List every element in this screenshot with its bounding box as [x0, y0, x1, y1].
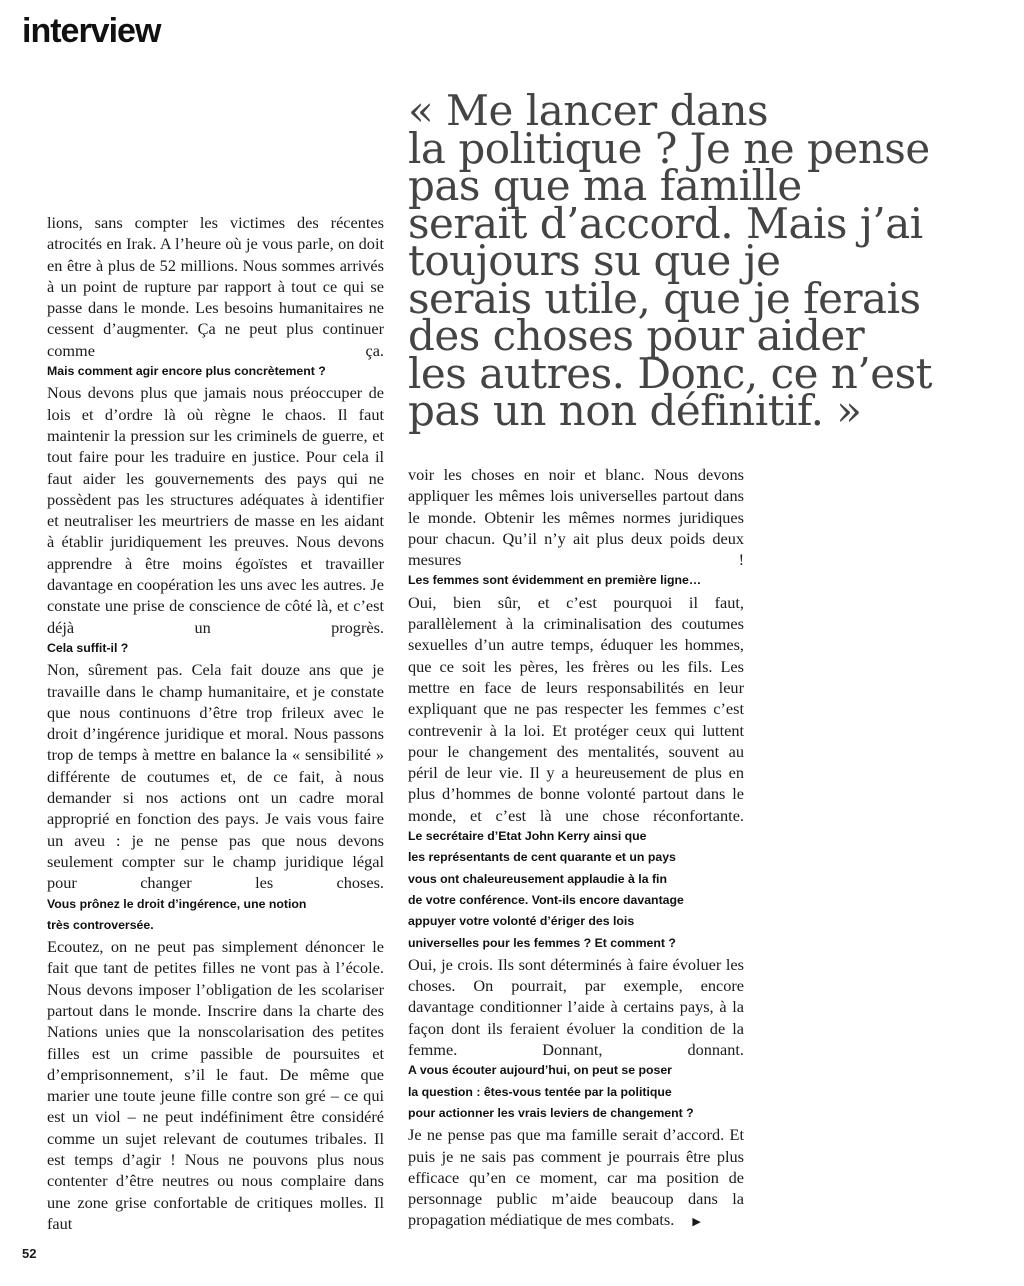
- question-line: A vous écouter aujourd’hui, on peut se poser: [408, 1063, 672, 1078]
- question-line: Le secrétaire d’Etat John Kerry ainsi que: [408, 829, 647, 844]
- answer-paragraph: Ecoutez, on ne peut pas simplement dénoncer le fait que tant de petites filles ne vont pas à l’école. Nous devons imposer l’obligation de les scolariser partout dans le monde. Inscrire dans la charte des Nations unies que la nonscolarisation des petites filles est un crime passible de poursuites et d’emprisonnement, s’il le faut. De même que marier une toute jeune fille contre son gré – ce qui est un viol – ne peut indéfiniment être considéré comme un sujet relevant de coutumes tribales. Il est temps d’agir ! Nous ne pouvons plus nous contenter d’être neutres ou nous complaire dans une zone grise confortable de critiques molles. Il faut: [47, 937, 384, 1233]
- interview-question: [408, 570, 744, 591]
- question-line: pour actionner les vrais leviers de changement ?: [408, 1105, 694, 1120]
- answer-paragraph: voir les choses en noir et blanc. Nous devons appliquer les mêmes lois universelles partout dans le monde. Obtenir les mêmes normes juridiques pour chacun. Qu’il n’y ait plus deux poids deux mesures !: [408, 465, 744, 570]
- answer-paragraph: lions, sans compter les victimes des récentes atrocités en Irak. A l’heure où je vous parle, on doit en être à plus de 52 millions. Nous sommes arrivés à un point de rupture par rapport à tout ce qui se passe dans le monde. Les besoins humanitaires ne cessent d’augmenter. Ça ne peut plus continuer comme ça.: [47, 213, 384, 360]
- question-line: vous ont chaleureusement applaudie à la fin: [408, 871, 667, 886]
- interview-question: [47, 361, 384, 382]
- question-line: Mais comment agir encore plus concrètement ?: [47, 364, 326, 379]
- question-line: très controversée.: [47, 917, 154, 932]
- left-column: [47, 212, 384, 1234]
- interview-question: [47, 638, 384, 659]
- question-line: la question : êtes-vous tentée par la politique: [408, 1084, 672, 1099]
- pull-quote-line: toujours su que je: [408, 236, 781, 285]
- right-column: [408, 464, 744, 1233]
- question-line: appuyer votre volonté d’ériger des lois: [408, 914, 635, 929]
- pull-quote: [408, 86, 1008, 435]
- answer-paragraph: Oui, je crois. Ils sont déterminés à faire évoluer les choses. On pourrait, par exemple, encore davantage conditionner l’aide à certains pays, à la façon dont ils feraient évoluer la condition de la femme. Donnant, donnant.: [408, 954, 744, 1060]
- answer-paragraph: Nous devons plus que jamais nous préoccuper de lois et d’ordre là où règne le chaos. Il faut maintenir la pression sur les criminels de guerre, et tout faire pour les traduire en justice. Pour cela il faut aider les gouvernements des pays qui ne possèdent pas les structures adéquates à identifier et neutraliser les meurtriers de masse en les aidant à établir juridiquement les preuves. Nous devons apprendre à être moins égoïstes et travailler davantage en coopération les uns avec les autres. Je constate une prise de conscience de côté là, et c’est déjà un progrès.: [47, 383, 384, 637]
- pull-quote-line: les autres. Donc, ce n’est: [408, 348, 932, 398]
- pull-quote-line: serais utile, que je ferais: [408, 273, 921, 323]
- question-line: de votre conférence. Vont-ils encore davantage: [408, 892, 684, 907]
- pull-quote-line: des choses pour aider: [408, 311, 865, 360]
- question-line: Les femmes sont évidemment en première ligne…: [408, 573, 702, 588]
- answer-paragraph: Oui, bien sûr, et c’est pourquoi il faut, parallèlement à la criminalisation des coutumes sexuelles d’un autre temps, éduquer les hommes, que ce soit les pères, les frères ou les fils. Les mettre en face de leurs responsabilités en leur expliquant que ne pas respecter les femmes c’est contrevenir à la loi. Et protéger ceux qui luttent pour le changement des mentalités, souvent au péril de leur vie. Il y a heureusement de plus en plus d’hommes de bonne volonté partout dans le monde, et c’est là une chose réconfortante.: [408, 592, 744, 825]
- answer-paragraph: Non, sûrement pas. Cela fait douze ans que je travaille dans le champ humanitaire, et je constate que nous continuons d’être trop frileux avec le droit d’ingérence juridique et moral. Nous passons trop de temps à mettre en balance la « sensibilité » différente de coutumes et, de ce fait, à nous demander si nos actions ont un cadre moral approprié en fonction des pays. Je vais vous faire un aveu : je ne pense pas que nous devons seulement compter sur le champ juridique légal pour changer les choses.: [47, 660, 384, 893]
- question-line: les représentants de cent quarante et un pays: [408, 850, 676, 865]
- end-of-article-icon: ▶: [692, 1215, 701, 1229]
- section-title: interview: [22, 12, 161, 50]
- interview-question: [408, 826, 744, 954]
- pull-quote-line: la politique ? Je ne pense: [408, 123, 930, 173]
- question-line: Vous prônez le droit d’ingérence, une notion: [47, 896, 307, 911]
- interview-question: [408, 1060, 744, 1124]
- interview-question: [47, 894, 384, 937]
- pull-quote-line: serait d’accord. Mais j’ai: [408, 198, 923, 248]
- question-line: Cela suffit-il ?: [47, 640, 129, 655]
- page-number: 52: [22, 1246, 37, 1261]
- answer-paragraph: [408, 1124, 744, 1232]
- pull-quote-line: pas un non définitif. »: [408, 386, 862, 435]
- pull-quote-line: « Me lancer dans: [408, 86, 769, 135]
- pull-quote-line: pas que ma famille: [408, 161, 802, 210]
- answer-text: Je ne pense pas que ma famille serait d’accord. Et puis je ne sais pas comment je pourrais être plus efficace qu’en ce moment, car ma position de personnage public m’aide beaucoup dans la propagation médiatique de mes combats.: [408, 1125, 744, 1230]
- question-line: universelles pour les femmes ? Et comment ?: [408, 935, 676, 950]
